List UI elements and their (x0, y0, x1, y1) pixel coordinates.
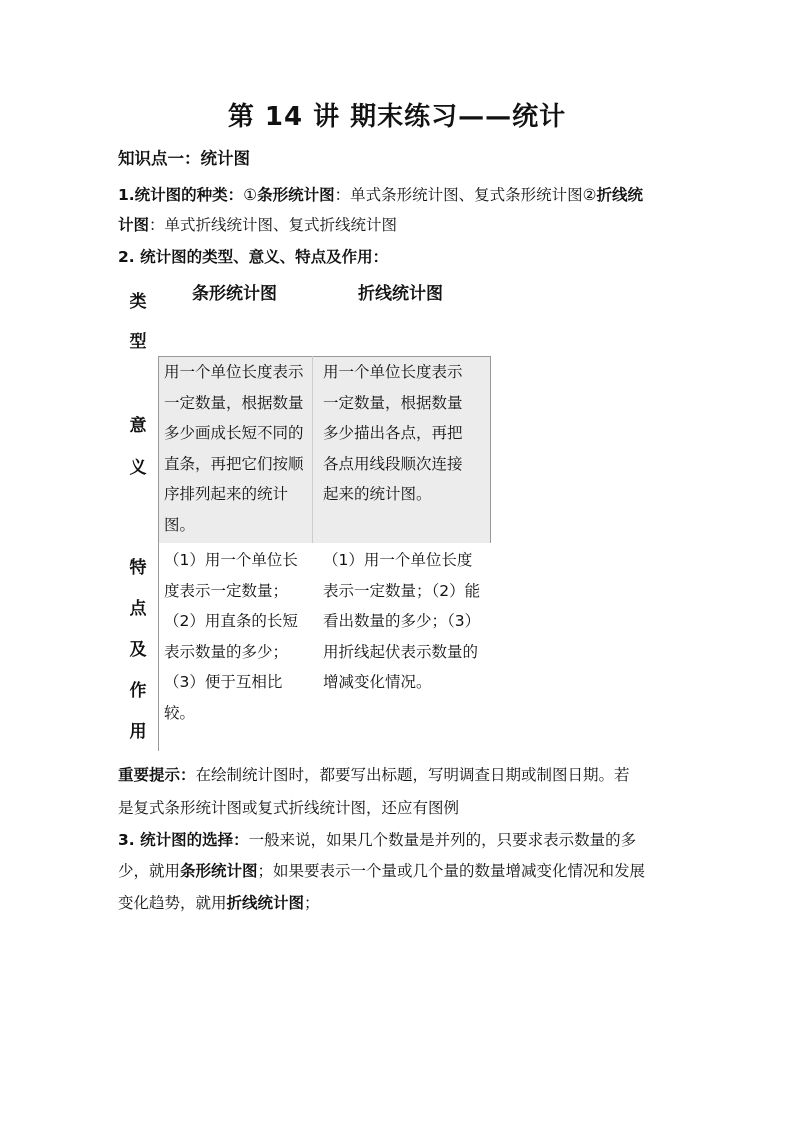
p1-mark-1: ① (243, 186, 258, 204)
feature-bar-chart: （1）用一个单位长度表示一定数量；（2）用直条的长短表示数量的多少；（3）便于互相比较。 (164, 551, 298, 722)
meaning-bar-chart: 用一个单位长度表示一定数量，根据数量多少画成长短不同的直条，再把它们按顺序排列起来的统计图。 (164, 363, 304, 534)
page-title: 第 14 讲 期末练习——统计 (227, 102, 567, 132)
type-header-char-1: 类 (129, 292, 147, 312)
tip-line-1 (118, 764, 678, 786)
p3-line-chart: 折线统计图 (226, 894, 305, 912)
p1-line-label-a: 折线统 (596, 186, 644, 204)
paragraph-1-line-2 (118, 214, 678, 236)
p1-line-text: ：单式折线统计图、复式折线统计图 (149, 216, 398, 234)
column-header-bar-chart: 条形统计图 (192, 284, 277, 304)
tip-label: 重要提示： (118, 766, 196, 784)
p3-text-3c: ； (304, 894, 320, 912)
p1-label: 1.统计图的种类： (118, 186, 244, 204)
section-heading: 知识点一：统计图 (118, 149, 250, 168)
p3-text-3a: 变化趋势，就用 (118, 894, 227, 912)
p3-label: 3. 统计图的选择： (118, 831, 249, 849)
table-right-border (490, 356, 491, 543)
p1-bar-text: ：单式条形统计图、复式条形统计图 (334, 186, 583, 204)
p3-text-2a: 少，就用 (118, 862, 181, 880)
feature-header-char-5: 用 (129, 722, 147, 742)
tip-line-2: 是复式条形统计图或复式折线统计图，还应有图例 (118, 799, 460, 817)
p1-mark-2: ② (582, 186, 597, 204)
p1-line-label-b: 计图 (118, 216, 150, 234)
feature-header-char-4: 作 (129, 681, 147, 701)
paragraph-3-line-3 (118, 892, 678, 914)
type-header (118, 282, 158, 362)
paragraph-2: 2. 统计图的类型、意义、特点及作用： (118, 248, 389, 266)
type-header-char-2: 型 (129, 332, 147, 352)
table-column-divider (312, 356, 313, 543)
table-left-border (158, 356, 159, 751)
feature-header-char-2: 点 (129, 599, 147, 619)
p3-bar-chart: 条形统计图 (180, 862, 258, 880)
feature-header (118, 548, 158, 753)
feature-header-char-1: 特 (129, 558, 147, 578)
p1-bar-label: 条形统计图 (257, 186, 335, 204)
column-header-line-chart: 折线统计图 (358, 284, 443, 304)
feature-header-char-3: 及 (129, 640, 147, 660)
meaning-header-char-2: 义 (129, 458, 147, 478)
tip-text-1: 在绘制统计图时，都要写出标题，写明调查日期或制图日期。若 (195, 766, 630, 784)
p3-text-1: 一般来说，如果几个数量是并列的，只要求表示数量的多 (248, 831, 637, 849)
paragraph-1-line-1 (118, 184, 678, 206)
p3-text-2c: ；如果要表示一个量或几个量的数量增减变化情况和发展 (257, 862, 646, 880)
feature-line-chart: （1）用一个单位长度表示一定数量；（2）能看出数量的多少；（3）用折线起伏表示数量的增减变化情况。 (323, 551, 481, 691)
meaning-header-char-1: 意 (129, 416, 147, 436)
paragraph-3-line-2 (118, 860, 678, 882)
paragraph-3-line-1 (118, 829, 678, 851)
meaning-header (118, 405, 158, 489)
meaning-line-chart: 用一个单位长度表示一定数量，根据数量多少描出各点，再把各点用线段顺次连接起来的统计图。 (323, 363, 463, 503)
